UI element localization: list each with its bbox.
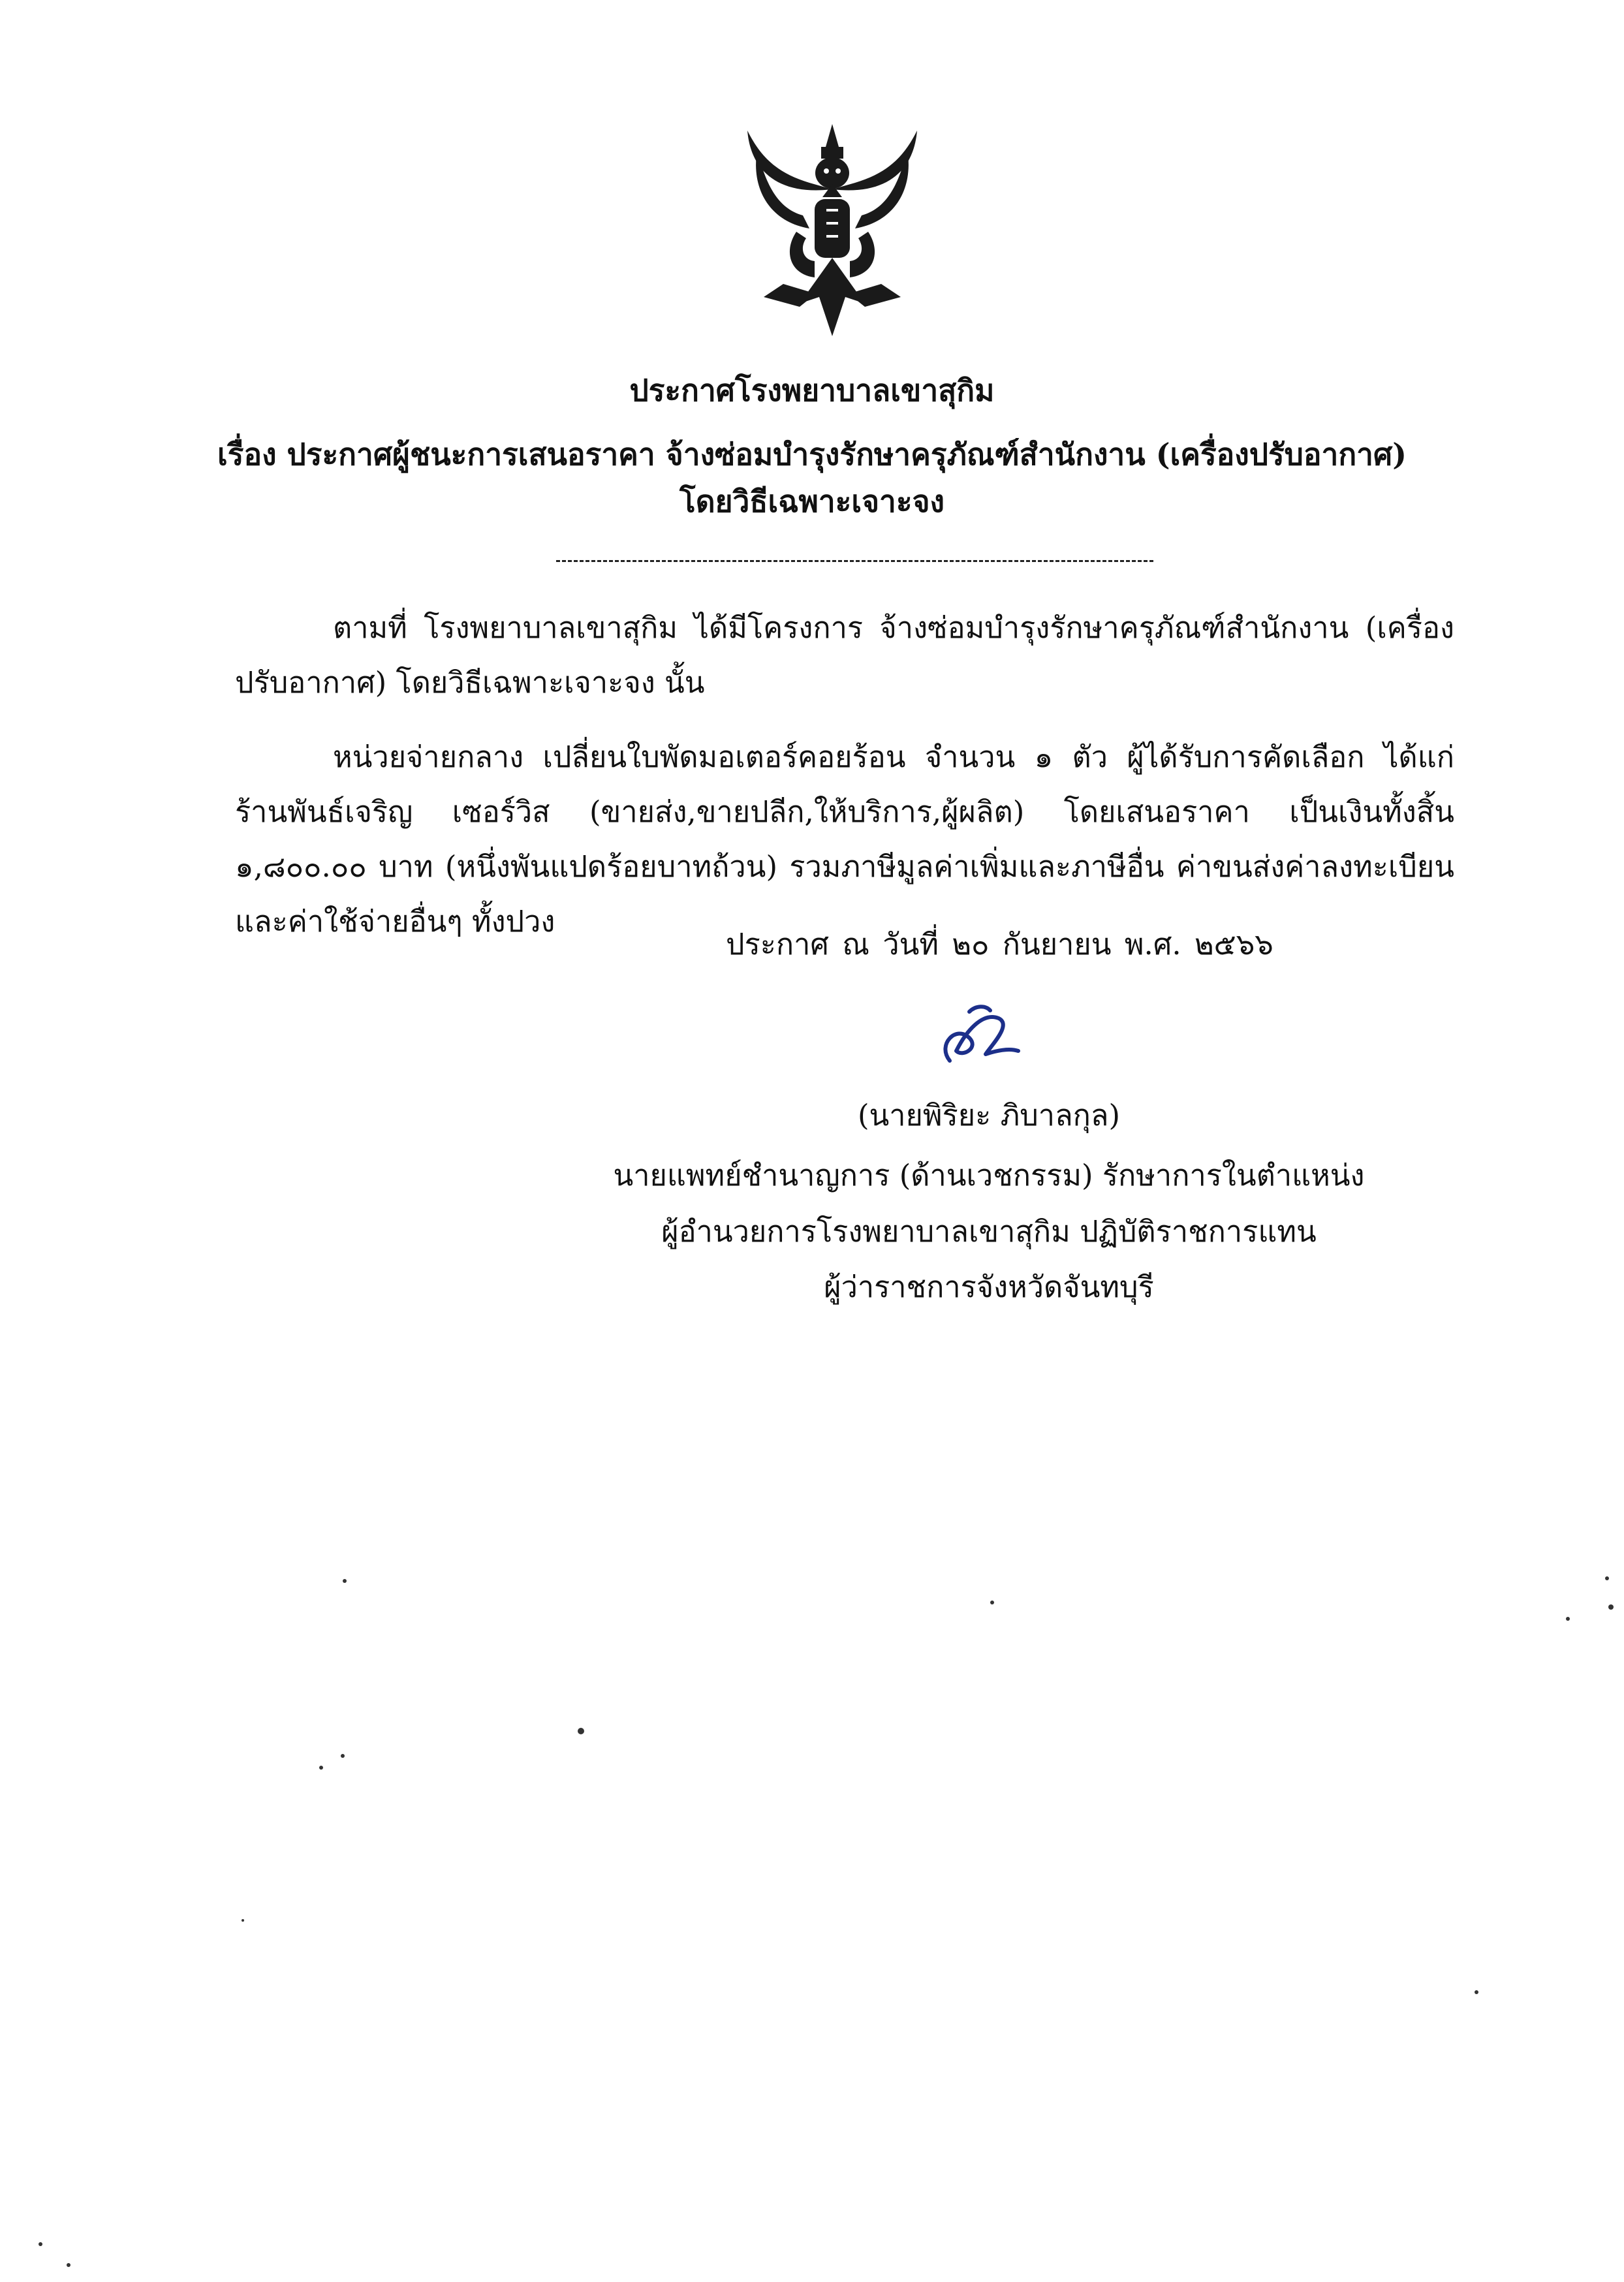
announcement-title: ประกาศโรงพยาบาลเขาสุกิม [629, 373, 995, 408]
body-paragraph-2: หน่วยจ่ายกลาง เปลี่ยนใบพัดมอเตอร์คอยร้อน จำนวน ๑ ตัว ผู้ได้รับการคัดเลือก ได้แก่ ร้านพันธ์เจริญ เซอร์วิส (ขายส่ง,ขายปลีก,ให้บริการ,ผู้ผลิต) โดยเสนอราคา เป็นเงินทั้งสิ้น ๑,๘๐๐.๐๐ บาท (หนึ่งพันแปดร้อยบาทถ้วน) รวมภาษีมูลค่าเพิ่มและภาษีอื่น ค่าขนส่งค่าลงทะเบียน และค่าใช้จ่ายอื่นๆ ทั้งปวง [235, 740, 1454, 939]
announcement-date: ประกาศ ณ วันที่ ๒๐ กันยายน พ.ศ. ๒๕๖๖ [726, 927, 1273, 961]
announcement-subject: เรื่อง ประกาศผู้ชนะการเสนอราคา จ้างซ่อมบำรุงรักษาครุภัณฑ์สำนักงาน (เครื่องปรับอากาศ) [217, 437, 1407, 472]
garuda-emblem-icon [738, 111, 927, 349]
handwritten-signature [930, 999, 1028, 1077]
signer-name: (นายพิริยะ ภิบาลกุล) [857, 1098, 1121, 1133]
body-paragraph-1: ตามที่ โรงพยาบาลเขาสุกิม ได้มีโครงการ จ้างซ่อมบำรุงรักษาครุภัณฑ์สำนักงาน (เครื่องปรับอากาศ) โดยวิธีเฉพาะเจาะจง นั้น [235, 610, 1454, 700]
signer-position-line-3: ผู้ว่าราชการจังหวัดจันทบุรี [824, 1270, 1154, 1304]
procurement-method: โดยวิธีเฉพาะเจาะจง [679, 484, 945, 519]
signer-position-line-2: ผู้อำนวยการโรงพยาบาลเขาสุกิม ปฏิบัติราชการแทน [661, 1214, 1317, 1249]
dashed-divider [556, 560, 1153, 562]
signer-position-line-1: นายแพทย์ชำนาญการ (ด้านเวชกรรม) รักษาการในตำแหน่ง [613, 1158, 1365, 1193]
